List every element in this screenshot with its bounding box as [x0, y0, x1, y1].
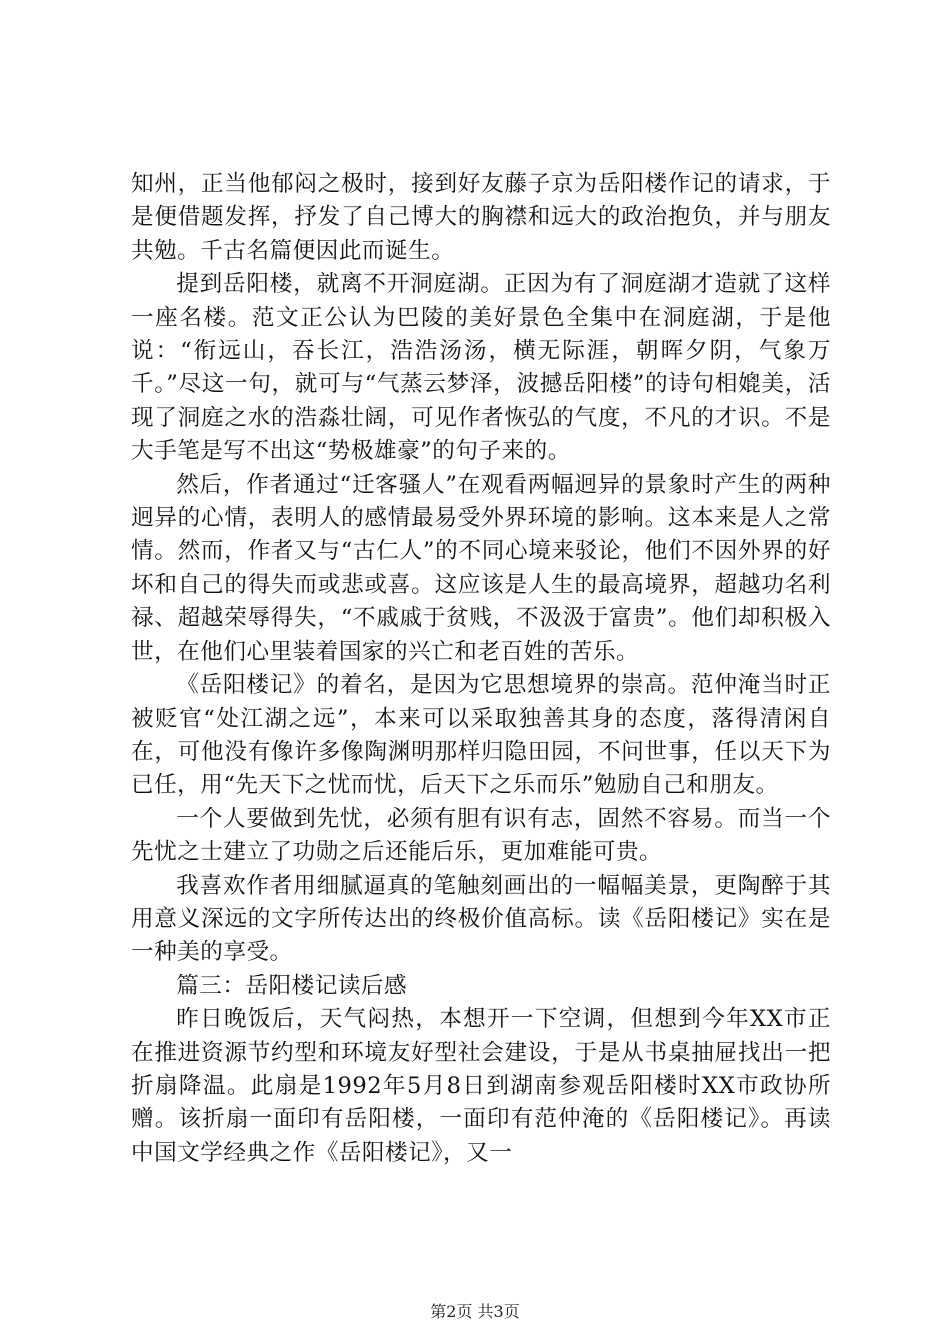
paragraph-lofty-ideals: 《岳阳楼记》的着名，是因为它思想境界的崇高。范仲淹当时正被贬官“处江湖之远”，本来可以采取独善其身的态度，落得清闲自在，可他没有像许多像陶渊明那样归隐田园，不问世事，任以天下为已任，用“先天下之忧而忧，后天下之乐而乐”勉励自己和朋友。	[131, 672, 831, 799]
section-heading: 篇三：岳阳楼记读后感	[176, 972, 408, 999]
paragraph-appreciation: 我喜欢作者用细腻逼真的笔触刻画出的一幅幅美景，更陶醉于其用意义深远的文字所传达出的终极价值高标。读《岳阳楼记》实在是一种美的享受。	[131, 872, 831, 966]
document-body	[131, 168, 831, 1170]
page-number-footer: 第2页 共3页	[430, 1302, 520, 1321]
paragraph-folding-fan: 昨日晚饭后，天气闷热，本想开一下空调，但想到今年XX市正在推进资源节约型和环境友好型社会建设，于是从书桌抽屉找出一把折扇降温。此扇是1992年5月8日到湖南参观岳阳楼时XX市政协所赠。该折扇一面印有岳阳楼，一面印有范仲淹的《岳阳楼记》。再读中国文学经典之作《岳阳楼记》，又一	[131, 1006, 831, 1166]
paragraph-continuation: 知州，正当他郁闷之极时，接到好友藤子京为岳阳楼作记的请求，于是便借题发挥，抒发了自己博大的胸襟和远大的政治抱负，并与朋友共勉。千古名篇便因此而诞生。	[131, 171, 831, 264]
paragraph-worry-first: 一个人要做到先忧，必须有胆有识有志，固然不容易。而当一个先忧之士建立了功勋之后还能后乐，更加难能可贵。	[131, 805, 831, 866]
paragraph-dongting-lake: 提到岳阳楼，就离不开洞庭湖。正因为有了洞庭湖才造就了这样一座名楼。范文正公认为巴陵的美好景色全集中在洞庭湖，于是他说：“衔远山，吞长江，浩浩汤汤，横无际涯，朝晖夕阴，气象万千。”尽这一句，就可与“气蒸云梦泽，波撼岳阳楼”的诗句相媲美，活现了洞庭之水的浩淼壮阔，可见作者恢弘的气度，不凡的才识。不是大手笔是写不出这“势极雄豪”的句子来的。	[131, 271, 831, 465]
paragraph-moods-contrast: 然后，作者通过“迁客骚人”在观看两幅迥异的景象时产生的两种迥异的心情，表明人的感情最易受外界环境的影响。这本来是人之常情。然而，作者又与“古仁人”的不同心境来驳论，他们不因外界的好坏和自己的得失而或悲或喜。这应该是人生的最高境界，超越功名利禄、超越荣辱得失，“不戚戚于贫贱，不汲汲于富贵”。他们却积极入世，在他们心里装着国家的兴亡和老百姓的苦乐。	[131, 471, 831, 665]
